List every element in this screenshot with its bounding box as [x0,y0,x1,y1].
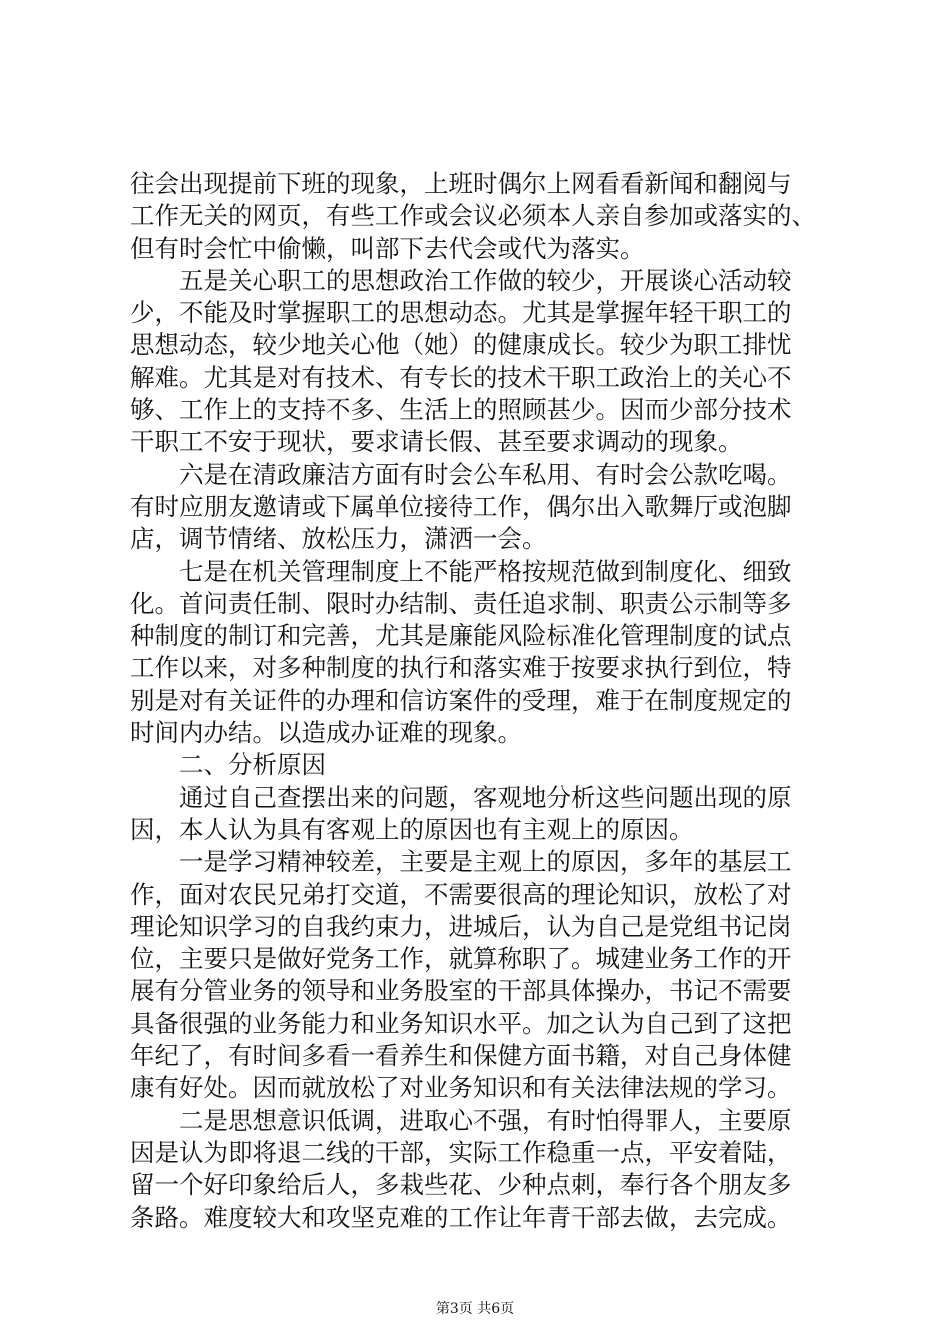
text-line: 理论知识学习的自我约束力，进城后，认为自己是党组书记岗 [130,911,792,941]
text-line: 位，主要只是做好党务工作，就算称职了。城建业务工作的开 [130,944,792,974]
text-line: 店，调节情绪、放松压力，潇洒一会。 [130,524,547,554]
text-line: 工作无关的网页，有些工作或会议必须本人亲自参加或落实的、 [130,201,816,231]
text-line: 种制度的制订和完善，尤其是廉能风险标准化管理制度的试点 [130,621,792,651]
text-line: 因是认为即将退二线的干部，实际工作稳重一点，平安着陆， [130,1137,792,1167]
text-line: 展有分管业务的领导和业务股室的干部具体操办，书记不需要 [130,976,792,1006]
text-line: 留一个好印象给后人，多栽些花、少种点刺，奉行各个朋友多 [130,1170,792,1200]
text-line: 通过自己查摆出来的问题，客观地分析这些问题出现的原 [130,782,792,812]
text-line: 康有好处。因而就放松了对业务知识和有关法律法规的学习。 [130,1073,792,1103]
text-line: 但有时会忙中偷懒，叫部下去代会或代为落实。 [130,233,645,263]
text-line: 时间内办结。以造成办证难的现象。 [130,718,522,748]
text-line: 因，本人认为具有客观上的原因也有主观上的原因。 [130,814,694,844]
text-line: 少，不能及时掌握职工的思想动态。尤其是掌握年轻干职工的 [130,298,792,328]
text-line: 二是思想意识低调，进取心不强，有时怕得罪人，主要原 [130,1105,792,1135]
text-line: 够、工作上的支持不多、生活上的照顾甚少。因而少部分技术 [130,395,792,425]
document-body [130,168,830,1234]
text-line: 往会出现提前下班的现象，上班时偶尔上网看看新闻和翻阅与 [130,169,792,198]
text-line: 六是在清政廉洁方面有时会公车私用、有时会公款吃喝。 [130,459,792,489]
text-line: 具备很强的业务能力和业务知识水平。加之认为自己到了这把 [130,1008,792,1038]
text-line: 有时应朋友邀请或下属单位接待工作，偶尔出入歌舞厅或泡脚 [130,491,792,521]
text-line: 一是学习精神较差，主要是主观上的原因，多年的基层工 [130,847,792,877]
text-line: 别是对有关证件的办理和信访案件的受理，难于在制度规定的 [130,685,792,715]
page-number-footer: 第3页 共6页 [435,1301,515,1317]
text-line: 工作以来，对多种制度的执行和落实难于按要求执行到位，特 [130,653,792,683]
text-line: 化。首问责任制、限时办结制、责任追求制、职责公示制等多 [130,588,792,618]
text-line: 思想动态，较少地关心他（她）的健康成长。较少为职工排忧 [130,330,792,360]
text-line: 年纪了，有时间多看一看养生和保健方面书籍，对自己身体健 [130,1041,792,1071]
text-line: 五是关心职工的思想政治工作做的较少，开展谈心活动较 [130,265,792,295]
text-line: 七是在机关管理制度上不能严格按规范做到制度化、细致 [130,556,792,586]
text-line: 条路。难度较大和攻坚克难的工作让年青干部去做，去完成。 [130,1202,792,1232]
text-line: 作，面对农民兄弟打交道，不需要很高的理论知识，放松了对 [130,879,792,909]
section-heading: 二、分析原因 [130,750,326,780]
text-line: 干职工不安于现状，要求请长假、甚至要求调动的现象。 [130,427,743,457]
text-line: 解难。尤其是对有技术、有专长的技术干职工政治上的关心不 [130,362,792,392]
